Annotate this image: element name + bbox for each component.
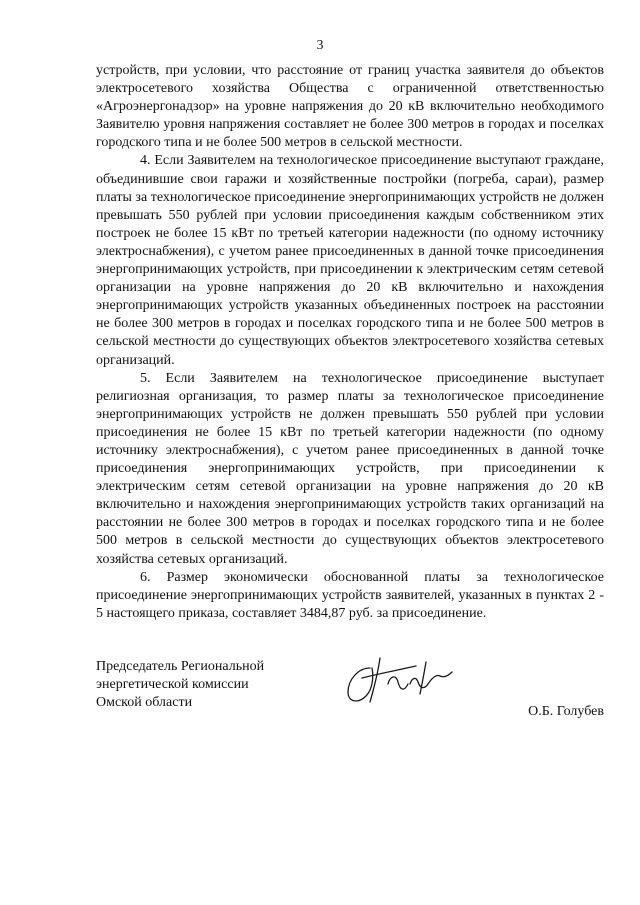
signatory-position-line: энергетической комиссии [96, 677, 249, 692]
signatory-position-line: Омской области [96, 695, 193, 710]
paragraph-item-6: 6. Размер экономически обоснованной платы за технологическое присоединение энергопринимающих устройств заявителей, указанных в пунктах 2 - 5 настоящего приказа, составляет 3484,87 руб. за присоединение. [96, 569, 604, 621]
signatory-position [96, 658, 264, 712]
signatory-name: О.Б. Голубев [528, 704, 604, 719]
signatory-position-line: Председатель Региональной [96, 659, 265, 674]
page-number: 3 [316, 38, 324, 53]
signature-block [96, 658, 604, 728]
paragraph-continuation: устройств, при условии, что расстояние от границ участка заявителя до объектов электросетевого хозяйства Общества с ограниченной ответственностью «Агроэнергонадзор» на уровне напряжения до 20 кВ включительно необходимого Заявителю уровня напряжения составляет не более 300 метров в городах и поселках городского типа и не более 500 метров в сельской местности. [96, 63, 604, 151]
document-body [96, 62, 604, 623]
paragraph-item-5: 5. Если Заявителем на технологическое присоединение выступает религиозная организация, то размер платы за технологическое присоединение энергопринимающих устройств не должен превышать 550 рублей при условии присоединения не более 15 кВт по третьей категории надежности (по одному источнику электроснабжения), с учетом ранее присоединенных в данной точке присоединения энергопринимающих устройств, при присоединении к электрическим сетям сетевой организации на уровне напряжения до 20 кВ включительно и нахождения энергопринимающих устройств таких организаций на расстоянии не более 300 метров в городах и поселках городского типа и не более 500 метров в сельской местности до существующих объектов электросетевого хозяйства сетевых организаций. [96, 370, 604, 567]
paragraph-item-4: 4. Если Заявителем на технологическое присоединение выступают граждане, объединившие свои гаражи и хозяйственные постройки (погреба, сараи), размер платы за технологическое присоединение энергопринимающих устройств не должен превышать 550 рублей при условии присоединения каждым собственником этих построек не более 15 кВт по третьей категории надежности (по одному источнику электроснабжения), с учетом ранее присоединенных в данной точке присоединения энергопринимающих устройств, при присоединении к электрическим сетям сетевой организации на уровне напряжения до 20 кВ включительно и нахождения энергопринимающих устройств указанных объединенных построек на расстоянии не более 300 метров в городах и поселках городского типа и не более 500 метров в сельской местности до существующих объектов электросетевого хозяйства сетевых организаций. [96, 153, 604, 368]
handwritten-signature [340, 654, 470, 708]
